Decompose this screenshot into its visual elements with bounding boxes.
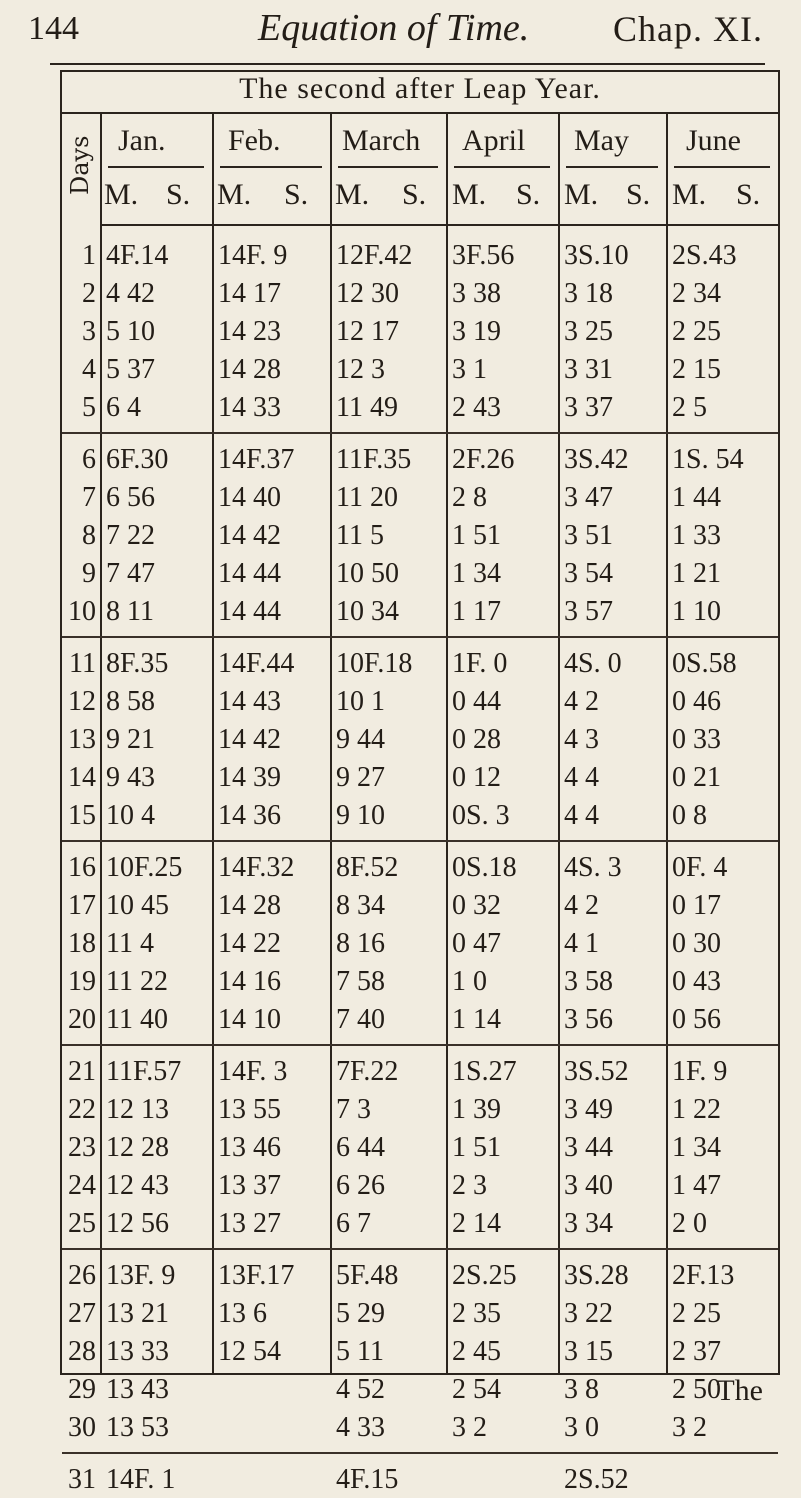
may-value: 3 25 [564,316,613,347]
april-value: 2 14 [452,1208,501,1239]
table-row [62,722,778,758]
april-value: 2 35 [452,1298,501,1329]
jan-value: 5 37 [106,354,155,385]
june-value: 0 30 [672,928,721,959]
may-value: 3 54 [564,558,613,589]
jan-value: 9 21 [106,724,155,755]
april-value: 1 34 [452,558,501,589]
april-seconds-header: S. [516,178,541,211]
april-value: 3 19 [452,316,501,347]
day-number: 7 [82,482,96,513]
june-value: 0F. 4 [672,852,728,883]
table-row [62,1462,778,1498]
may-value: 3 40 [564,1170,613,1201]
april-value: 2F.26 [452,444,515,475]
june-value: 2 25 [672,316,721,347]
march-value: 6 7 [336,1208,371,1239]
jan-value: 13 33 [106,1336,169,1367]
may-value: 2S.52 [564,1464,629,1495]
day-number: 8 [82,520,96,551]
may-minutes-header: M. [564,178,599,211]
table-row [62,1372,778,1408]
day-number: 30 [68,1412,96,1443]
table-row [62,1002,778,1038]
may-value: 3 49 [564,1094,613,1125]
march-minutes-header: M. [335,178,370,211]
may-value: 3S.28 [564,1260,629,1291]
month-rule [454,166,550,168]
table-row [62,684,778,720]
march-value: 9 27 [336,762,385,793]
page-number: 144 [28,10,79,47]
jan-value: 12 56 [106,1208,169,1239]
may-value: 3 56 [564,1004,613,1035]
march-value: 4 52 [336,1374,385,1405]
table-row [62,1054,778,1090]
april-value: 3 1 [452,354,487,385]
feb-value: 14 33 [218,392,281,423]
june-value: 0S.58 [672,648,737,679]
april-value: 1 17 [452,596,501,627]
feb-value: 14 36 [218,800,281,831]
jan-value: 6 4 [106,392,141,423]
group-rule [62,1248,778,1250]
day-number: 25 [68,1208,96,1239]
march-value: 7 58 [336,966,385,997]
april-value: 2 43 [452,392,501,423]
day-number: 1 [82,240,96,271]
may-value: 3S.52 [564,1056,629,1087]
table-row [62,314,778,350]
march-value: 5 29 [336,1298,385,1329]
jan-value: 8 11 [106,596,154,627]
may-value: 4S. 3 [564,852,622,883]
jan-value: 7 22 [106,520,155,551]
april-value: 1F. 0 [452,648,508,679]
may-value: 3 0 [564,1412,599,1443]
may-value: 4 2 [564,686,599,717]
group-rule [62,636,778,638]
day-number: 19 [68,966,96,997]
april-value: 1 14 [452,1004,501,1035]
day-number: 4 [82,354,96,385]
april-value: 2 45 [452,1336,501,1367]
group-rule [62,432,778,434]
june-value: 2 37 [672,1336,721,1367]
may-seconds-header: S. [626,178,651,211]
table-row [62,1168,778,1204]
april-value: 1S.27 [452,1056,517,1087]
day-number: 29 [68,1374,96,1405]
day-number: 28 [68,1336,96,1367]
march-value: 12 30 [336,278,399,309]
chapter-label: Chap. XI. [613,9,763,49]
jan-value: 9 43 [106,762,155,793]
june-value: 2 0 [672,1208,707,1239]
june-value: 0 43 [672,966,721,997]
may-value: 3 51 [564,520,613,551]
june-seconds-header: S. [736,178,761,211]
april-value: 3 38 [452,278,501,309]
april-value: 3 2 [452,1412,487,1443]
may-value: 3 37 [564,392,613,423]
march-value: 5 11 [336,1336,384,1367]
april-value: 3F.56 [452,240,515,271]
march-seconds-header: S. [402,178,427,211]
may-value: 3S.42 [564,444,629,475]
jan-value: 13F. 9 [106,1260,176,1291]
table-row [62,480,778,516]
feb-value: 13 55 [218,1094,281,1125]
may-value: 4 4 [564,800,599,831]
month-rule [108,166,204,168]
feb-value: 14 44 [218,596,281,627]
feb-value: 14 42 [218,724,281,755]
group-rule [62,1452,778,1454]
jan-value: 10 45 [106,890,169,921]
group-rule [62,1044,778,1046]
march-value: 11F.35 [336,444,412,475]
jan-value: 10F.25 [106,852,183,883]
jan-value: 5 10 [106,316,155,347]
table-row [62,1410,778,1446]
table-row [62,276,778,312]
table-row [62,888,778,924]
june-minutes-header: M. [672,178,707,211]
day-number: 9 [82,558,96,589]
march-value: 7F.22 [336,1056,399,1087]
jan-value: 12 43 [106,1170,169,1201]
jan-value: 13 21 [106,1298,169,1329]
month-june: June [686,124,741,157]
running-title: Equation of Time. [258,7,530,49]
june-value: 2 15 [672,354,721,385]
feb-value: 14F. 9 [218,240,288,271]
march-value: 7 40 [336,1004,385,1035]
catchword: The [716,1374,763,1407]
april-value: 2 3 [452,1170,487,1201]
april-value: 0 44 [452,686,501,717]
feb-value: 13 37 [218,1170,281,1201]
june-value: 2 25 [672,1298,721,1329]
march-value: 4 33 [336,1412,385,1443]
jan-value: 4 42 [106,278,155,309]
march-value: 11 49 [336,392,398,423]
feb-value: 13 6 [218,1298,267,1329]
feb-value: 14F. 3 [218,1056,288,1087]
march-value: 6 44 [336,1132,385,1163]
jan-value: 11F.57 [106,1056,182,1087]
table-row [62,1296,778,1332]
feb-value: 14F.37 [218,444,295,475]
june-value: 1S. 54 [672,444,744,475]
jan-value: 11 4 [106,928,154,959]
table-row [62,1258,778,1294]
day-number: 16 [68,852,96,883]
june-value: 0 56 [672,1004,721,1035]
jan-value: 12 28 [106,1132,169,1163]
days-label: Days [66,135,94,195]
march-value: 8 34 [336,890,385,921]
june-value: 2 34 [672,278,721,309]
april-value: 0 12 [452,762,501,793]
may-value: 4S. 0 [564,648,622,679]
april-value: 0S.18 [452,852,517,883]
april-value: 0 47 [452,928,501,959]
june-value: 0 33 [672,724,721,755]
table-row [62,1130,778,1166]
march-value: 12 17 [336,316,399,347]
month-rule [220,166,322,168]
day-number: 13 [68,724,96,755]
feb-value: 13 46 [218,1132,281,1163]
june-value: 2F.13 [672,1260,735,1291]
april-value: 1 51 [452,520,501,551]
table-row [62,1334,778,1370]
jan-value: 6F.30 [106,444,169,475]
table-row [62,926,778,962]
may-value: 4 3 [564,724,599,755]
june-value: 1 22 [672,1094,721,1125]
feb-value: 13 27 [218,1208,281,1239]
march-value: 7 3 [336,1094,371,1125]
day-number: 24 [68,1170,96,1201]
day-number: 12 [68,686,96,717]
march-value: 4F.15 [336,1464,399,1495]
jan-value: 7 47 [106,558,155,589]
month-rule [338,166,438,168]
jan-value: 13 53 [106,1412,169,1443]
may-value: 4 1 [564,928,599,959]
day-number: 2 [82,278,96,309]
day-number: 27 [68,1298,96,1329]
march-value: 12 3 [336,354,385,385]
june-value: 0 46 [672,686,721,717]
jan-value: 11 40 [106,1004,168,1035]
table-row [62,646,778,682]
may-value: 3 34 [564,1208,613,1239]
header-bottom-rule [102,224,778,226]
group-rule [62,840,778,842]
table-row [62,594,778,630]
feb-value: 14 22 [218,928,281,959]
june-value: 3 2 [672,1412,707,1443]
table-row [62,1092,778,1128]
day-number: 15 [68,800,96,831]
march-value: 5F.48 [336,1260,399,1291]
april-value: 1 0 [452,966,487,997]
april-value: 0 28 [452,724,501,755]
feb-value: 12 54 [218,1336,281,1367]
march-value: 8F.52 [336,852,399,883]
march-value: 12F.42 [336,240,413,271]
feb-value: 14 39 [218,762,281,793]
header-rule [50,63,765,65]
may-value: 4 4 [564,762,599,793]
march-value: 10F.18 [336,648,413,679]
may-value: 3S.10 [564,240,629,271]
feb-value: 14F.44 [218,648,295,679]
month-jan: Jan. [118,124,166,157]
april-value: 2 54 [452,1374,501,1405]
march-value: 9 44 [336,724,385,755]
day-number: 6 [82,444,96,475]
table-row [62,352,778,388]
day-number: 10 [68,596,96,627]
march-value: 9 10 [336,800,385,831]
march-value: 10 34 [336,596,399,627]
month-may: May [574,124,629,157]
feb-value: 14 17 [218,278,281,309]
march-value: 11 5 [336,520,384,551]
june-value: 1F. 9 [672,1056,728,1087]
may-value: 3 15 [564,1336,613,1367]
day-number: 3 [82,316,96,347]
table-row [62,556,778,592]
jan-value: 12 13 [106,1094,169,1125]
jan-value: 13 43 [106,1374,169,1405]
march-value: 11 20 [336,482,398,513]
table-row [62,798,778,834]
march-value: 8 16 [336,928,385,959]
day-number: 21 [68,1056,96,1087]
jan-value: 10 4 [106,800,155,831]
feb-value: 14 28 [218,354,281,385]
march-value: 10 50 [336,558,399,589]
june-value: 1 34 [672,1132,721,1163]
day-number: 31 [68,1464,96,1495]
table-row [62,1206,778,1242]
table-row [62,964,778,1000]
table-row [62,850,778,886]
june-value: 1 47 [672,1170,721,1201]
jan-minutes-header: M. [104,178,139,211]
table-row [62,442,778,478]
table-row [62,760,778,796]
table-row [62,238,778,274]
april-value: 2S.25 [452,1260,517,1291]
april-value: 1 39 [452,1094,501,1125]
feb-value: 14 44 [218,558,281,589]
day-number: 22 [68,1094,96,1125]
april-value: 0 32 [452,890,501,921]
feb-value: 14 28 [218,890,281,921]
day-number: 20 [68,1004,96,1035]
feb-seconds-header: S. [284,178,309,211]
feb-value: 14 40 [218,482,281,513]
day-number: 26 [68,1260,96,1291]
day-number: 23 [68,1132,96,1163]
feb-minutes-header: M. [217,178,252,211]
june-value: 2 5 [672,392,707,423]
may-value: 3 18 [564,278,613,309]
jan-value: 14F. 1 [106,1464,176,1495]
june-value: 0 17 [672,890,721,921]
month-april: April [462,124,526,157]
june-value: 1 44 [672,482,721,513]
page-header [0,0,801,70]
jan-seconds-header: S. [166,178,191,211]
month-feb: Feb. [228,124,281,157]
month-march: March [342,124,421,157]
april-value: 2 8 [452,482,487,513]
march-value: 6 26 [336,1170,385,1201]
feb-value: 14 16 [218,966,281,997]
month-rule [674,166,770,168]
jan-value: 6 56 [106,482,155,513]
april-value: 0S. 3 [452,800,510,831]
feb-value: 14F.32 [218,852,295,883]
may-value: 3 44 [564,1132,613,1163]
month-rule [566,166,658,168]
june-value: 0 8 [672,800,707,831]
jan-value: 8 58 [106,686,155,717]
june-value: 0 21 [672,762,721,793]
june-value: 1 21 [672,558,721,589]
table-row [62,518,778,554]
june-value: 1 33 [672,520,721,551]
may-value: 3 31 [564,354,613,385]
may-value: 3 47 [564,482,613,513]
march-value: 10 1 [336,686,385,717]
feb-value: 14 10 [218,1004,281,1035]
may-value: 3 57 [564,596,613,627]
may-value: 3 8 [564,1374,599,1405]
jan-value: 8F.35 [106,648,169,679]
day-number: 14 [68,762,96,793]
feb-value: 13F.17 [218,1260,295,1291]
table-row [62,390,778,426]
feb-value: 14 23 [218,316,281,347]
day-number: 5 [82,392,96,423]
june-value: 2S.43 [672,240,737,271]
day-number: 17 [68,890,96,921]
may-value: 3 58 [564,966,613,997]
may-value: 3 22 [564,1298,613,1329]
april-minutes-header: M. [452,178,487,211]
table-caption: The second after Leap Year. [239,72,601,105]
feb-value: 14 42 [218,520,281,551]
day-number: 18 [68,928,96,959]
june-value: 2 50 [672,1374,721,1405]
jan-value: 4F.14 [106,240,169,271]
june-value: 1 10 [672,596,721,627]
feb-value: 14 43 [218,686,281,717]
day-number: 11 [69,648,96,679]
jan-value: 11 22 [106,966,168,997]
may-value: 4 2 [564,890,599,921]
april-value: 1 51 [452,1132,501,1163]
